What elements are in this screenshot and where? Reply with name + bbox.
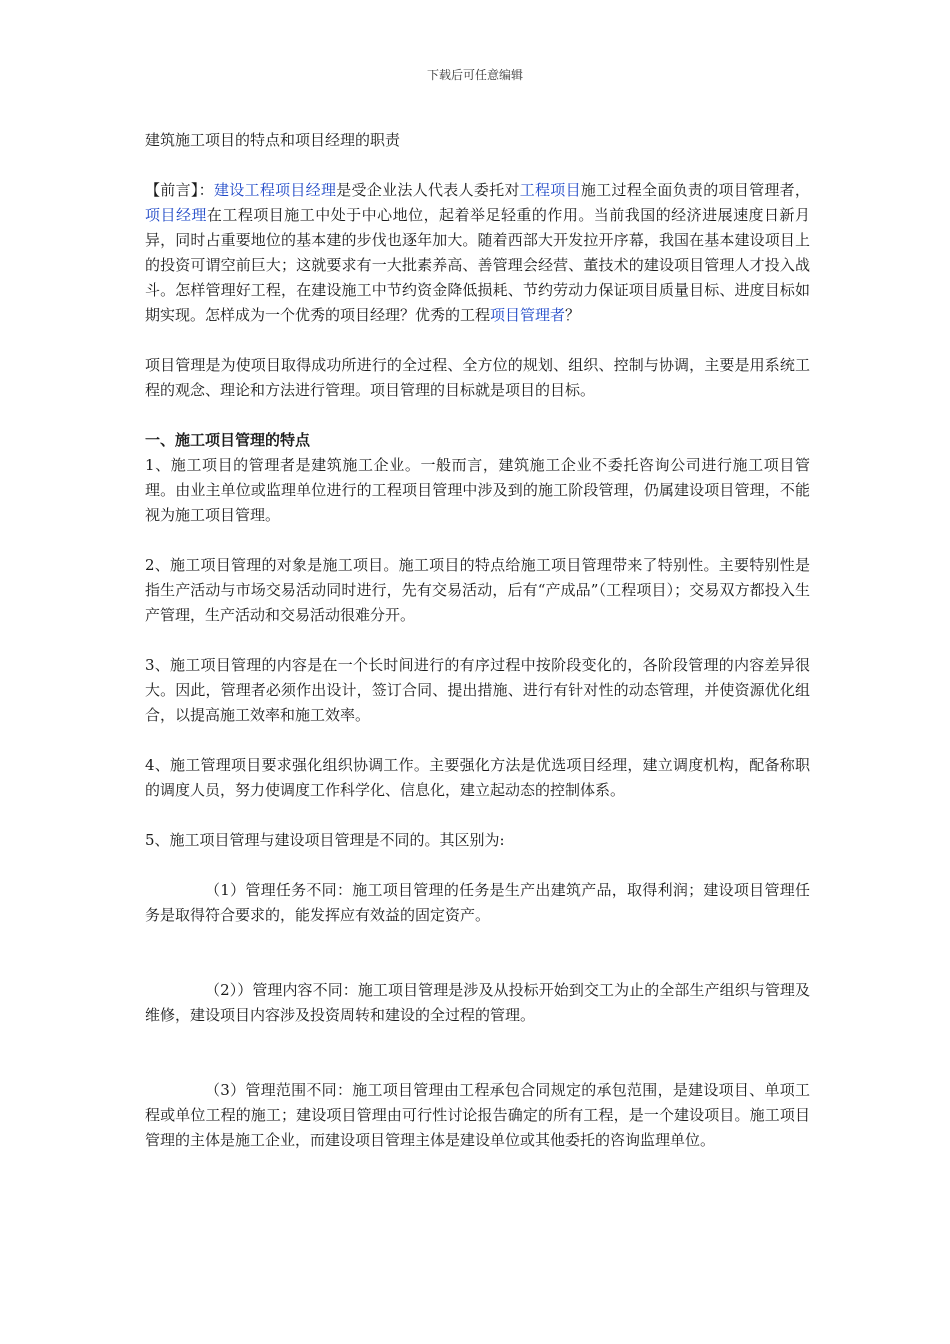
preface-text-3: 在工程项目施工中处于中心地位，起着举足轻重的作用。当前我国的经济进展速度日新月异，同时占重要地位的基本建的步伐也逐年加大。随着西部大开发拉开序幕，我国在基本建设项目上的投资可谓空前巨大；这就要求有一大批素养高、善管理会经营、董技术的建设项目管理人才投入战斗。怎样管理好工程，在建设施工中节约资金降低损耗、节约劳动力保证项目质量目标、进度目标如期实现。怎样成为一个优秀的项目经理？优秀的工程 (145, 206, 810, 324)
preface-text-1: 是受企业法人代表人委托对 (336, 181, 520, 199)
sub-item-1: （1）管理任务不同：施工项目管理的任务是生产出建筑产品，取得利润；建设项目管理任务是取得符合要求的，能发挥应有效益的固定资产。 (145, 881, 810, 924)
preface-label: 【前言】： (145, 181, 214, 199)
document-title: 建筑施工项目的特点和项目经理的职责 (145, 131, 401, 149)
document-body (145, 128, 810, 1153)
preface-paragraph (145, 178, 810, 328)
link-construction-project-manager[interactable]: 建设工程项目经理 (213, 181, 337, 199)
preface-text-2: 施工过程全面负责的项目管理者， (580, 181, 810, 199)
list-item-2: 2、施工项目管理的对象是施工项目。施工项目的特点给施工项目管理带来了特别性。主要特别性是指生产活动与市场交易活动同时进行，先有交易活动，后有“产成品”（工程项目）；交易双方都投入生产管理，生产活动和交易活动很难分开。 (145, 556, 810, 624)
list-item-4: 4、施工管理项目要求强化组织协调工作。主要强化方法是优选项目经理，建立调度机构，配备称职的调度人员，努力使调度工作科学化、信息化，建立起动态的控制体系。 (145, 756, 810, 799)
link-project-manager[interactable]: 项目经理 (145, 206, 207, 224)
sub-item-3: （3）管理范围不同：施工项目管理由工程承包合同规定的承包范围，是建设项目、单项工程或单位工程的施工；建设项目管理由可行性讨论报告确定的所有工程，是一个建设项目。施工项目管理的主体是施工企业，而建设项目管理主体是建设单位或其他委托的咨询监理单位。 (145, 1081, 810, 1149)
list-item-3: 3、施工项目管理的内容是在一个长时间进行的有序过程中按阶段变化的，各阶段管理的内容差异很大。因此，管理者必须作出设计，签订合同、提出措施、进行有针对性的动态管理，并使资源优化组合，以提高施工效率和施工效率。 (145, 656, 810, 724)
link-engineering-project[interactable]: 工程项目 (519, 181, 581, 199)
intro-paragraph: 项目管理是为使项目取得成功所进行的全过程、全方位的规划、组织、控制与协调，主要是用系统工程的观念、理论和方法进行管理。项目管理的目标就是项目的目标。 (145, 356, 810, 399)
list-item-1: 1、施工项目的管理者是建筑施工企业。一般而言，建筑施工企业不委托咨询公司进行施工项目管理。由业主单位或监理单位进行的工程项目管理中涉及到的施工阶段管理，仍属建设项目管理，不能视为施工项目管理。 (145, 456, 810, 524)
section-heading: 一、施工项目管理的特点 (145, 431, 311, 449)
sub-item-2: （2））管理内容不同：施工项目管理是涉及从投标开始到交工为止的全部生产组织与管理及维修，建设项目内容涉及投资周转和建设的全过程的管理。 (145, 981, 810, 1024)
preface-text-4: ？ (565, 306, 581, 324)
link-project-management-person[interactable]: 项目管理者 (490, 306, 566, 324)
list-item-5: 5、施工项目管理与建设项目管理是不同的。其区别为: (145, 831, 505, 849)
page-header: 下载后可任意编辑 (426, 68, 523, 82)
